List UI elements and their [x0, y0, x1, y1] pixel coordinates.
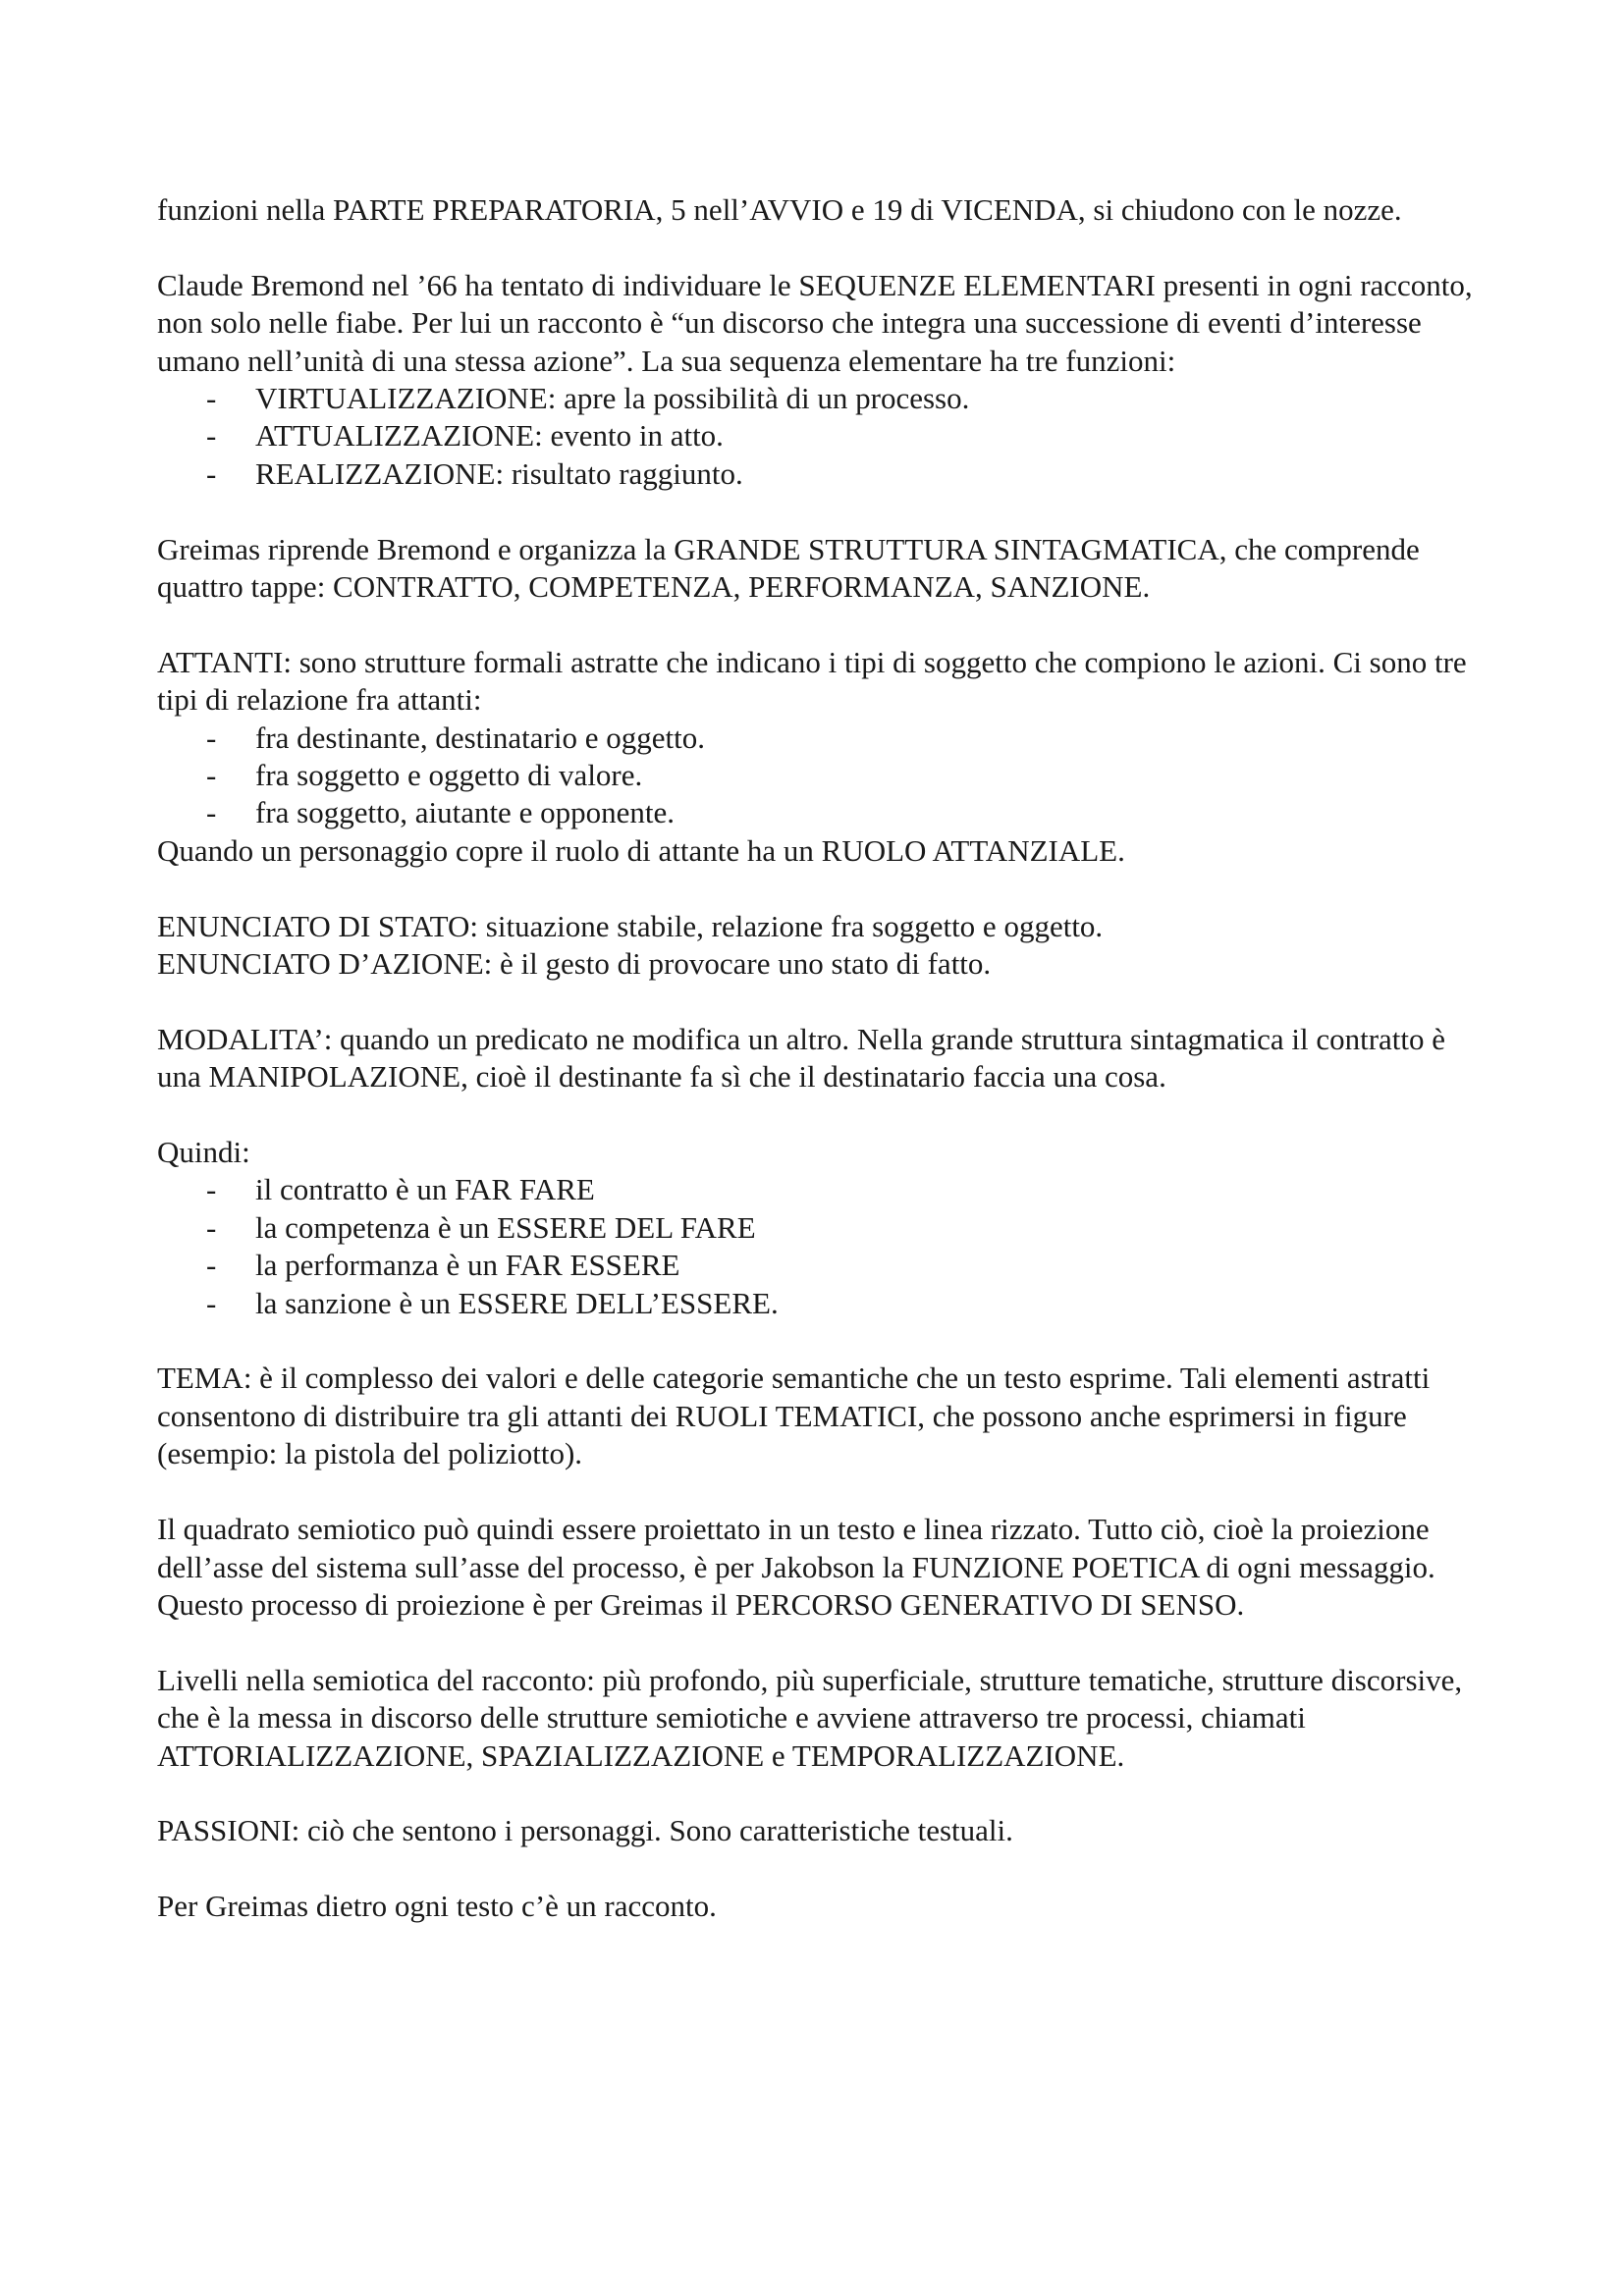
paragraph-conclusione: Per Greimas dietro ogni testo c’è un racconto.: [157, 1889, 717, 1924]
paragraph-propp-functions: funzioni nella PARTE PREPARATORIA, 5 nell’AVVIO e 19 di VICENDA, si chiudono con le nozze.: [157, 192, 1402, 227]
list-item: - la performanza è un FAR ESSERE: [157, 1247, 1478, 1284]
list-dash: -: [206, 455, 217, 491]
list-dash: -: [206, 1285, 217, 1320]
list-attanti-relations: [157, 720, 1478, 832]
list-dash: -: [206, 418, 217, 454]
list-bremond-functions: [157, 380, 1478, 493]
paragraph-enunciato-azione: ENUNCIATO D’AZIONE: è il gesto di provocare uno stato di fatto.: [157, 946, 992, 982]
paragraph-quadrato-semiotico: Il quadrato semiotico può quindi essere proiettato in un testo e linea rizzato. Tutto ciò, cioè la proiezione dell’asse del sistema sull’asse del processo, è per Jakobson la FUNZIONE POETICA di ogni messaggio. Questo processo di proiezione è per Greimas il PERCORSO GENERATIVO DI SENSO.: [157, 1512, 1435, 1622]
paragraph-modalita: MODALITA’: quando un predicato ne modifica un altro. Nella grande struttura sintagmatica il contratto è una MANIPOLAZIONE, cioè il destinante fa sì che il destinatario faccia una cosa.: [157, 1021, 1446, 1095]
paragraph-livelli: Livelli nella semiotica del racconto: più profondo, più superficiale, strutture tematiche, strutture discorsive, che è la messa in discorso delle strutture semiotiche e avviene attraverso tre processi, chiamati ATTORIALIZZAZIONE, SPAZIALIZZAZIONE e TEMPORALIZZAZIONE.: [157, 1662, 1463, 1773]
list-item: - la sanzione è un ESSERE DELL’ESSERE.: [157, 1285, 1478, 1322]
list-dash: -: [206, 1209, 217, 1245]
list-quindi: [157, 1171, 1478, 1322]
list-dash: -: [206, 720, 217, 755]
list-item: - fra destinante, destinatario e oggetto.: [157, 720, 1478, 757]
list-dash: -: [206, 1172, 217, 1207]
list-dash: -: [206, 1248, 217, 1283]
list-item: - REALIZZAZIONE: risultato raggiunto.: [157, 455, 1478, 493]
paragraph-quindi: Quindi:: [157, 1135, 250, 1170]
list-item: - fra soggetto e oggetto di valore.: [157, 757, 1478, 794]
paragraph-greimas-structure: Greimas riprende Bremond e organizza la GRANDE STRUTTURA SINTAGMATICA, che comprende quattro tappe: CONTRATTO, COMPETENZA, PERFORMANZA, SANZIONE.: [157, 531, 1420, 605]
list-item: - VIRTUALIZZAZIONE: apre la possibilità di un processo.: [157, 380, 1478, 417]
list-dash: -: [206, 795, 217, 830]
list-item: - ATTUALIZZAZIONE: evento in atto.: [157, 417, 1478, 454]
paragraph-ruolo-attanziale: Quando un personaggio copre il ruolo di attante ha un RUOLO ATTANZIALE.: [157, 832, 1125, 868]
paragraph-bremond: Claude Bremond nel ’66 ha tentato di individuare le SEQUENZE ELEMENTARI presenti in ogni racconto, non solo nelle fiabe. Per lui un racconto è “un discorso che integra una successione di eventi d’interesse umano nell’unità di una stessa azione”. La sua sequenza elementare ha tre funzioni:: [157, 267, 1473, 378]
list-dash: -: [206, 758, 217, 793]
list-item: - fra soggetto, aiutante e opponente.: [157, 794, 1478, 831]
paragraph-tema: TEMA: è il complesso dei valori e delle categorie semantiche che un testo esprime. Tali elementi astratti consentono di distribuire tra gli attanti dei RUOLI TEMATICI, che possono anche esprimersi in figure (esempio: la pistola del poliziotto).: [157, 1361, 1431, 1471]
paragraph-attanti: ATTANTI: sono strutture formali astratte che indicano i tipi di soggetto che compiono le azioni. Ci sono tre tipi di relazione fra attanti:: [157, 644, 1467, 718]
list-item: - la competenza è un ESSERE DEL FARE: [157, 1209, 1478, 1247]
paragraph-enunciato-stato: ENUNCIATO DI STATO: situazione stabile, relazione fra soggetto e oggetto.: [157, 908, 1104, 943]
paragraph-passioni: PASSIONI: ciò che sentono i personaggi. Sono caratteristiche testuali.: [157, 1813, 1013, 1848]
list-dash: -: [206, 381, 217, 416]
list-item: - il contratto è un FAR FARE: [157, 1171, 1478, 1208]
document-body: [157, 191, 1478, 1963]
